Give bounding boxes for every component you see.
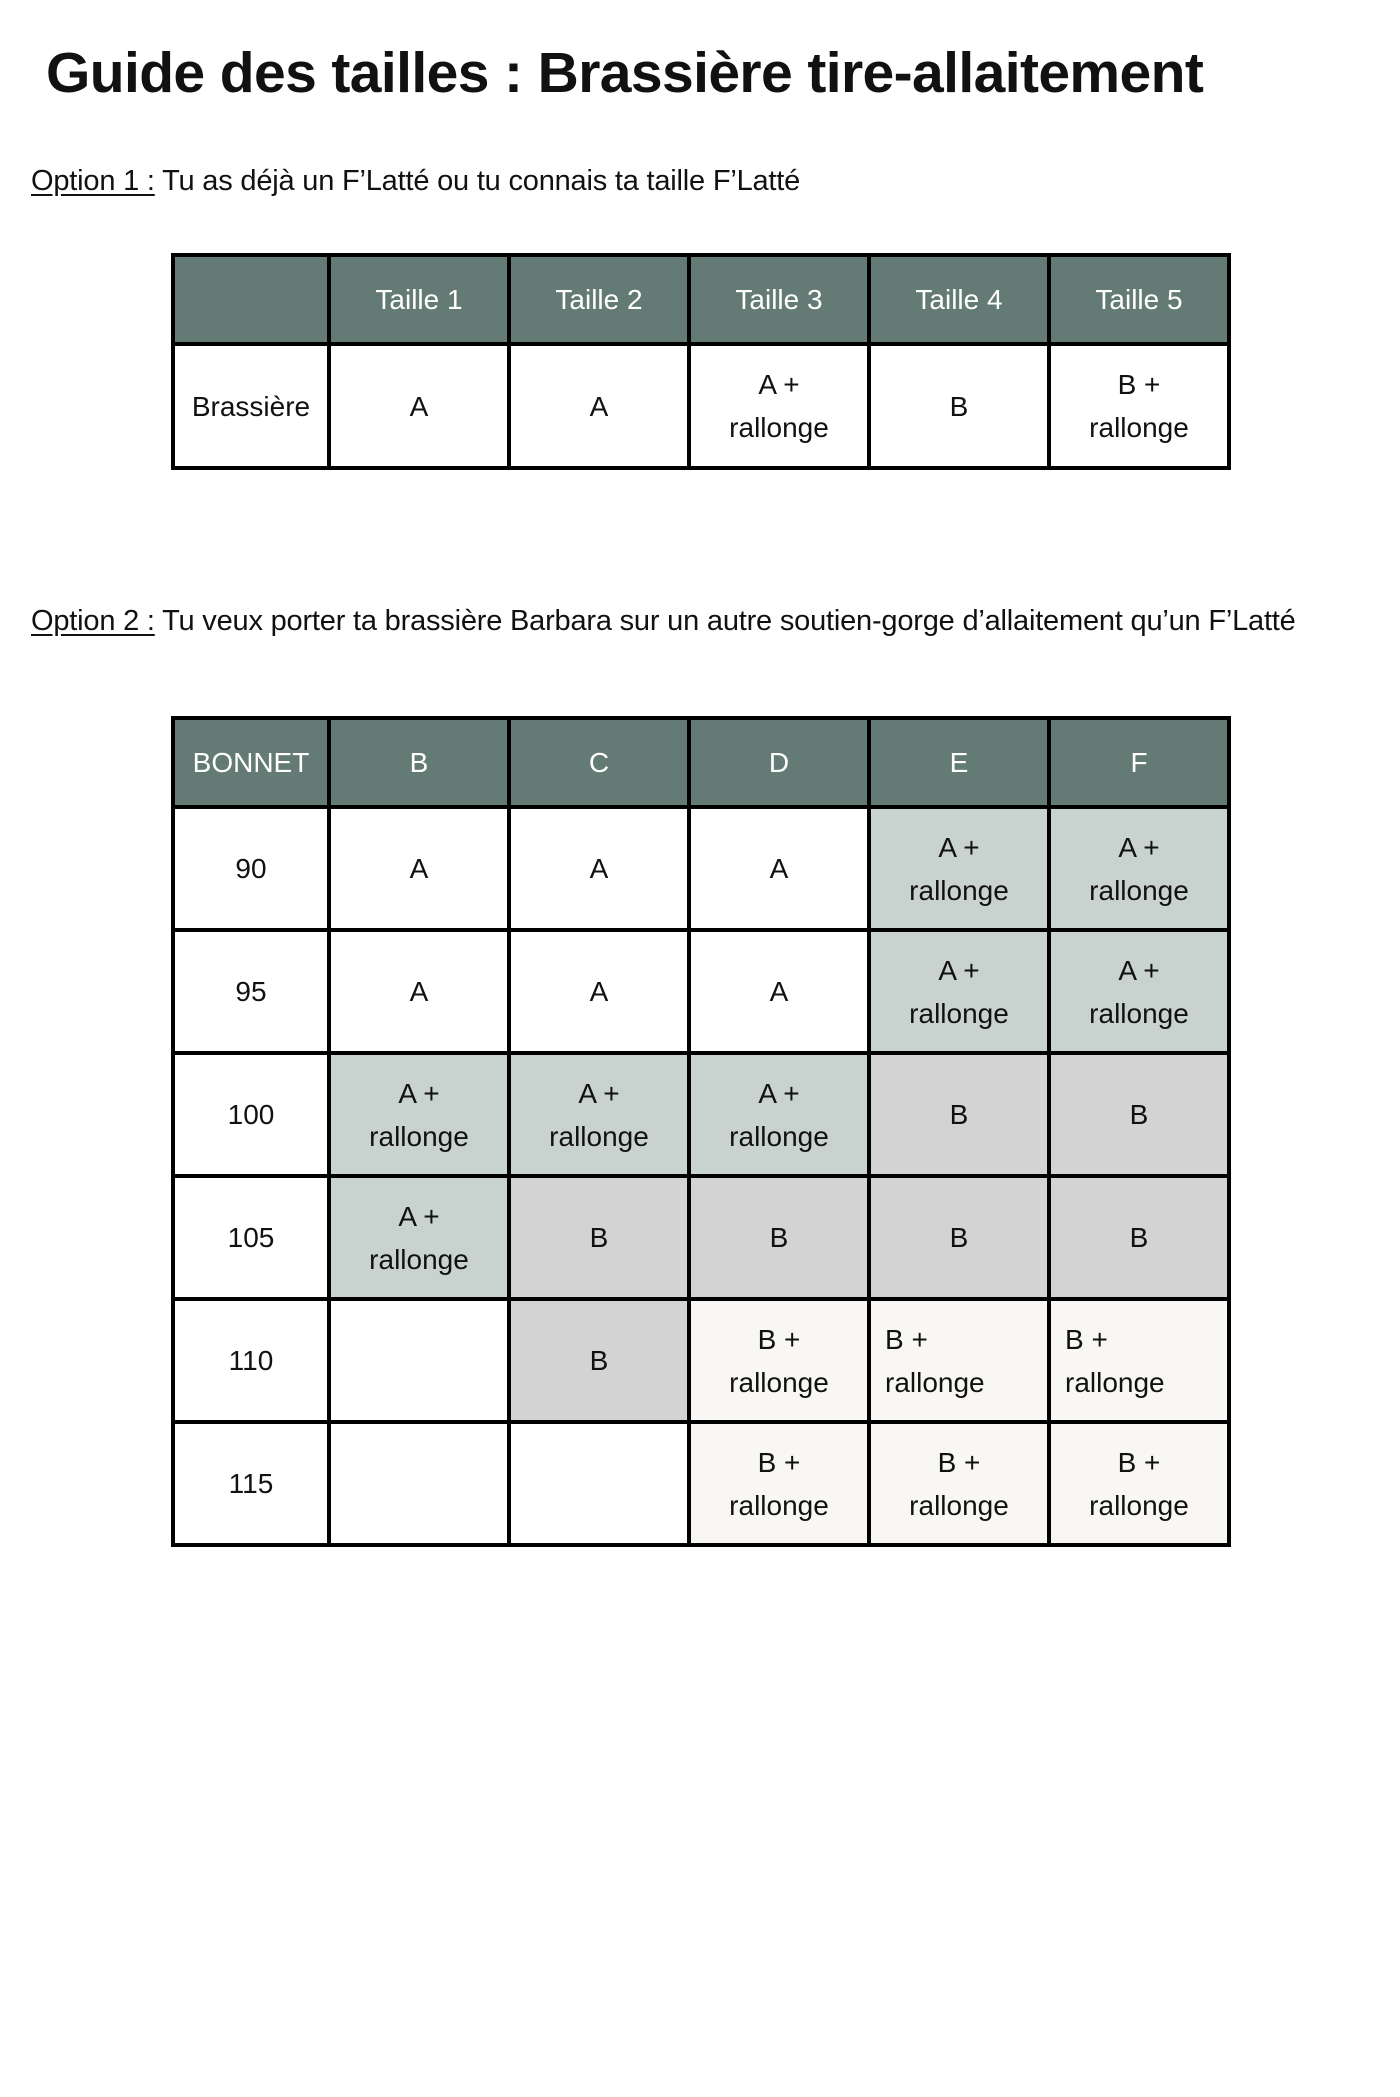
option-2-text: Tu veux porter ta brassière Barbara sur un autre soutien-gorge d’allaitement qu’un F’Latté: [154, 605, 1296, 637]
header-cup-c: C: [509, 718, 689, 807]
row-label-band: 115: [173, 1422, 329, 1545]
table-header-row: [173, 255, 1229, 344]
table-cell: [689, 344, 869, 468]
cell-line-2: rallonge: [909, 874, 1009, 906]
size-table-option-1: [171, 253, 1231, 470]
cell-line-1: B: [949, 390, 969, 422]
cell-line-1: B +: [937, 1446, 981, 1478]
cell-line-2: rallonge: [1065, 1366, 1165, 1398]
cell-line-2: rallonge: [729, 1120, 829, 1152]
corner-header: [173, 255, 329, 344]
cell-line-2: rallonge: [729, 1366, 829, 1398]
cell-line-1: B: [1129, 1222, 1149, 1253]
table-row: [173, 1176, 1229, 1299]
option-1-label: Option 1 :: [31, 165, 155, 197]
header-cup-e: E: [869, 718, 1049, 807]
cell-line-2: rallonge: [1089, 997, 1189, 1029]
table-cell: [509, 807, 689, 930]
cell-line-2: rallonge: [1089, 1489, 1189, 1521]
cell-line-1: B: [769, 1222, 789, 1253]
header-taille-2: Taille 2: [509, 255, 689, 344]
table-cell: [329, 344, 509, 468]
table-cell: [1049, 1176, 1229, 1299]
cell-line-1: A: [409, 976, 429, 1007]
table-cell: [689, 930, 869, 1053]
table-cell: [869, 1053, 1049, 1176]
table-cell: [869, 930, 1049, 1053]
option-2-label: Option 2 :: [31, 605, 155, 637]
cell-line-1: B +: [1117, 369, 1161, 400]
cell-line-2: rallonge: [369, 1243, 469, 1275]
cell-line-1: A +: [758, 1077, 800, 1109]
cell-line-1: B: [1129, 1099, 1149, 1130]
table-cell: [329, 930, 509, 1053]
cell-line-1: B +: [757, 1323, 801, 1355]
cell-line-1: A: [769, 853, 789, 884]
cell-line-1: B: [589, 1222, 609, 1253]
cell-line-2: rallonge: [909, 1489, 1009, 1521]
cell-line-1: A +: [398, 1200, 440, 1232]
header-taille-4: Taille 4: [869, 255, 1049, 344]
corner-header-bonnet: BONNET: [173, 718, 329, 807]
cell-line-2: rallonge: [1089, 412, 1189, 443]
row-label-band: 90: [173, 807, 329, 930]
cell-line-1: A: [769, 976, 789, 1007]
header-taille-5: Taille 5: [1049, 255, 1229, 344]
table-cell: [869, 1299, 1049, 1422]
table-cell: [1049, 1422, 1229, 1545]
table-row: [173, 930, 1229, 1053]
cell-line-2: rallonge: [1089, 874, 1189, 906]
table-cell: [869, 1176, 1049, 1299]
header-taille-1: Taille 1: [329, 255, 509, 344]
table-cell: [869, 1422, 1049, 1545]
table-cell: [329, 807, 509, 930]
row-label: Brassière: [173, 344, 329, 468]
table-cell: [1049, 1299, 1229, 1422]
table-cell: [1049, 1053, 1229, 1176]
table-header-row: [173, 718, 1229, 807]
table-cell: [329, 1053, 509, 1176]
table-row: [173, 807, 1229, 930]
cell-line-1: B +: [885, 1323, 928, 1355]
table-cell: [689, 1053, 869, 1176]
table-row: [173, 344, 1229, 468]
size-table-option-2: [171, 716, 1231, 1547]
cell-line-1: A +: [578, 1077, 620, 1109]
table-cell: [869, 807, 1049, 930]
cell-line-1: B: [949, 1222, 969, 1253]
table-body: [173, 807, 1229, 1545]
cell-line-1: A +: [938, 954, 980, 986]
table-row: [173, 1422, 1229, 1545]
cell-line-1: B: [589, 1345, 609, 1376]
cell-line-1: B +: [1065, 1323, 1108, 1355]
row-label-band: 110: [173, 1299, 329, 1422]
cell-line-2: rallonge: [729, 1489, 829, 1521]
table-cell: [689, 807, 869, 930]
cell-line-2: rallonge: [549, 1120, 649, 1152]
option-2-description: [31, 600, 1331, 643]
header-cup-b: B: [329, 718, 509, 807]
header-cup-d: D: [689, 718, 869, 807]
page-title: Guide des tailles : Brassière tire-allaitement: [46, 41, 1204, 105]
cell-line-1: B: [949, 1099, 969, 1130]
table-cell: [689, 1422, 869, 1545]
cell-line-1: A +: [1118, 954, 1160, 986]
cell-line-1: A: [589, 853, 609, 884]
cell-line-2: rallonge: [369, 1120, 469, 1152]
table-cell: [509, 1176, 689, 1299]
cell-line-1: A: [589, 976, 609, 1007]
table-cell: [1049, 807, 1229, 930]
cell-line-1: A: [409, 853, 429, 884]
table-cell: [1049, 344, 1229, 468]
table-cell: [869, 344, 1049, 468]
table-row: [173, 1053, 1229, 1176]
cell-line-1: A +: [938, 831, 980, 863]
cell-line-2: rallonge: [909, 997, 1009, 1029]
table-cell: [689, 1299, 869, 1422]
cell-line-1: A: [409, 390, 429, 422]
table-cell: [329, 1422, 509, 1545]
option-1-text: Tu as déjà un F’Latté ou tu connais ta taille F’Latté: [154, 165, 801, 197]
table-cell: [509, 344, 689, 468]
row-label-band: 95: [173, 930, 329, 1053]
table-cell: [329, 1299, 509, 1422]
header-cup-f: F: [1049, 718, 1229, 807]
table-cell: [509, 1299, 689, 1422]
option-1-description: [31, 160, 800, 203]
cell-line-1: A +: [758, 369, 800, 400]
table-cell: [509, 1422, 689, 1545]
cell-line-1: A: [589, 390, 609, 422]
cell-line-2: rallonge: [729, 412, 829, 443]
table-cell: [509, 1053, 689, 1176]
cell-line-2: rallonge: [885, 1366, 985, 1398]
cell-line-1: B +: [1117, 1446, 1161, 1478]
row-label-band: 105: [173, 1176, 329, 1299]
row-label-band: 100: [173, 1053, 329, 1176]
cell-line-1: A +: [1118, 831, 1160, 863]
cell-line-1: B +: [757, 1446, 801, 1478]
table-cell: [329, 1176, 509, 1299]
table-cell: [509, 930, 689, 1053]
table-cell: [689, 1176, 869, 1299]
table-row: [173, 1299, 1229, 1422]
table-cell: [1049, 930, 1229, 1053]
cell-line-1: A +: [398, 1077, 440, 1109]
header-taille-3: Taille 3: [689, 255, 869, 344]
